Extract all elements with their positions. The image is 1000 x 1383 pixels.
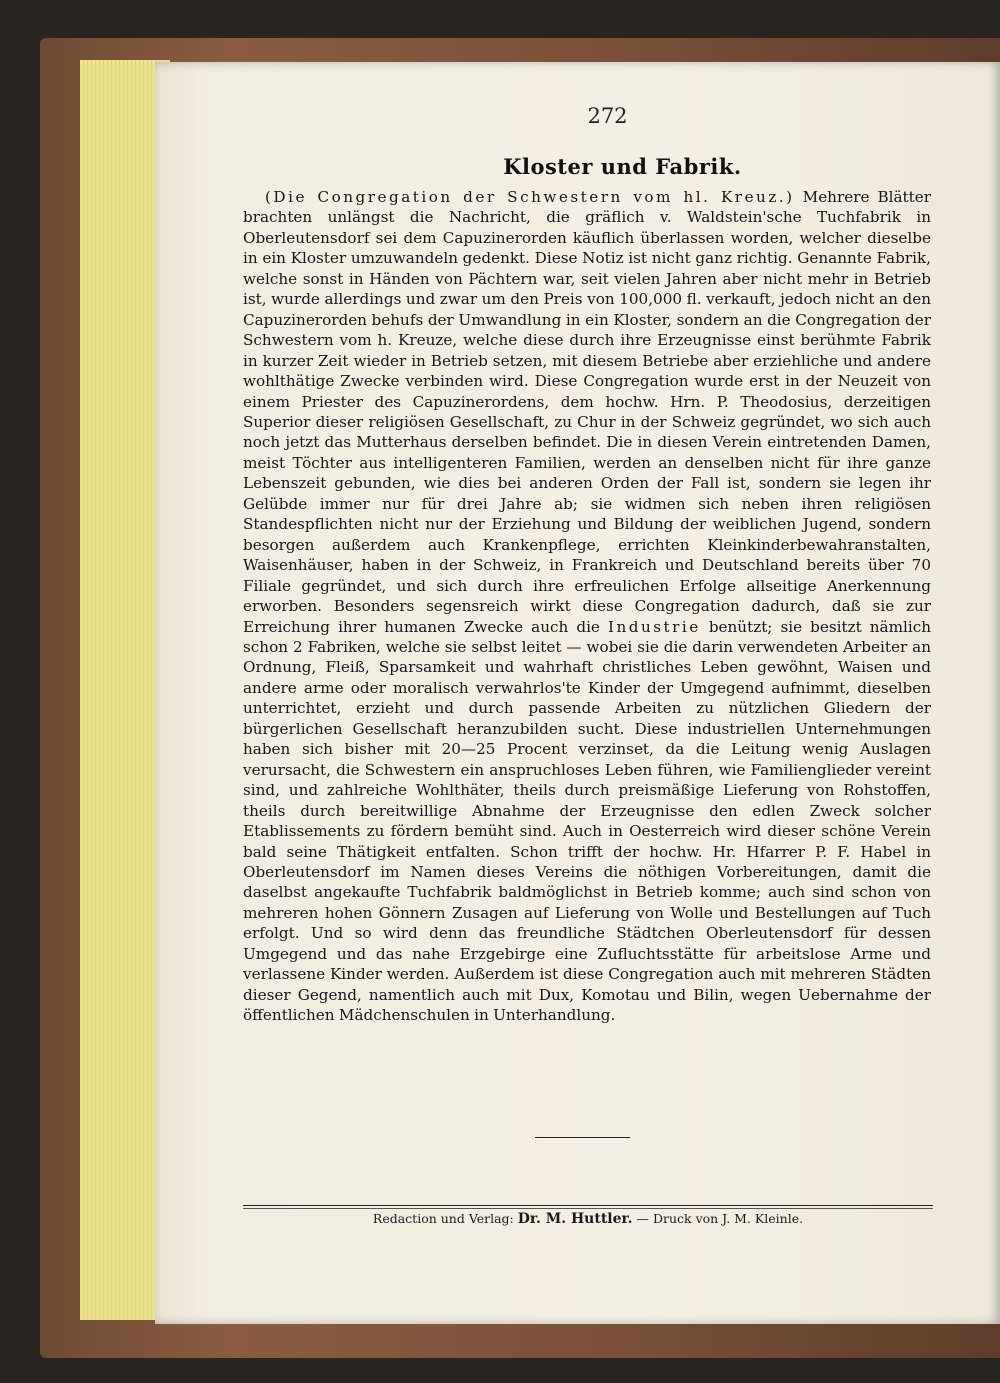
article-paragraph [243,187,931,1026]
imprint-prefix: Redaction und Verlag: [372,1211,514,1226]
imprint-editor: Dr. M. Huttler. [517,1211,633,1227]
imprint-separator: — [636,1211,649,1226]
article-lead: (Die Congregation der Schwestern vom hl. Kreuz.) [265,188,795,206]
article-body [243,187,931,1026]
imprint-footer [243,1211,933,1227]
page-number: 272 [587,104,628,128]
article-text-part2: benützt; sie besitzt nämlich schon 2 Fabriken, welche sie selbst leitet — wobei sie die darin verwendeten Arbeiter an Ordnung, Fleiß, Sparsamkeit und wahrhaft christliches Leben gewöhnt, Waisen und andere arme oder moralisch verwahrlos'te Kinder der Umgegend aufnimmt, dieselben unterrichtet, erzieht und durch passende Arbeiten zu nützlichen Gliedern der bürgerlichen Gesellschaft heranzubilden sucht. Diese industriellen Unternehmungen haben sich bisher mit 20—25 Procent verzinset, da die Leitung wenig Auslagen verursacht, die Schwestern ein anspruchloses Leben führen, wie Familienglieder vereint sind, und zahlreiche Wohlthäter, theils durch preismäßige Lieferung von Rohstoffen, theils durch bereitwillige Abnahme der Erzeugnisse den edlen Zweck solcher Etablissements zu fördern bemüht sind. Auch in Oesterreich wird dieser schöne Verein bald seine Thätigkeit entfalten. Schon trifft der hochw. Hr. Hfarrer P. F. Habel in Oberleutensdorf im Namen dieses Vereins die nöthigen Vorbereitungen, damit die daselbst angekaufte Tuchfabrik baldmöglichst in Betrieb komme; auch sind schon von mehreren hohen Gönnern Zusagen auf Lieferung von Wolle und Bestellungen auf Tuch erfolgt. Und so wird denn das freundliche Städtchen Oberleutensdorf für dessen Umgegend und das nahe Erzgebirge eine Zufluchtsstätte für arbeitslose Arme und verlassene Kinder werden. Außerdem ist diese Congregation auch mit mehreren Städten dieser Gegend, namentlich auch mit Dux, Komotau und Bilin, wegen Uebernahme der öffentlichen Mädchenschulen in Unterhandlung. [243,617,932,1025]
article-text-part1: Mehrere Blätter brachten unlängst die Nachricht, die gräflich v. Waldstein'sche Tuchfabrik in Oberleutensdorf sei dem Capuzinerorden käuflich überlassen worden, welcher dieselbe in ein Kloster umzuwandeln gedenkt. Diese Notiz ist nicht ganz richtig. Genannte Fabrik, welche sonst in Händen von Pächtern war, seit vielen Jahren aber nicht mehr in Betrieb ist, wurde allerdings und zwar um den Preis von 100,000 fl. verkauft, jedoch nicht an den Capuzinerorden behufs der Umwandlung in ein Kloster, sondern an die Congregation der Schwestern vom h. Kreuze, welche diese durch ihre Erzeugnisse einst berühmte Fabrik in kurzer Zeit wieder in Betrieb setzen, mit diesem Betriebe aber erziehliche und andere wohlthätige Zwecke verbinden wird. Diese Congregation wurde erst in der Neuzeit von einem Priester des Capuzinerordens, dem hochw. Hrn. P. Theodosius, derzeitigen Superior dieser religiösen Gesellschaft, zu Chur in der Schweiz gegründet, wo sich auch noch jetzt das Mutterhaus derselben befindet. Die in diesen Verein eintretenden Damen, meist Töchter aus intelligenteren Familien, werden an denselben nicht für ihre ganze Lebenszeit gebunden, wie dies bei anderen Orden der Fall ist, sondern sie legen ihr Gelübde immer nur für drei Jahre ab; sie widmen sich neben ihren religiösen Standespflichten nicht nur der Erziehung und Bildung der weiblichen Jugend, sondern besorgen außerdem auch Krankenpflege, errichten Kleinkinderbewahranstalten, Waisenhäuser, haben in der Schweiz, in Frankreich und Deutschland bereits über 70 Filiale gegründet, und sich durch ihre erfreulichen Erfolge allseitige Anerkennung erworben. Besonders segensreich wirkt diese Congregation dadurch, daß sie zur Erreichung ihrer humanen Zwecke auch die [243,188,932,636]
article-title: Kloster und Fabrik. [503,154,742,179]
end-rule [535,1137,630,1138]
imprint-printer: Druck von J. M. Kleinle. [652,1211,804,1226]
book-page [155,62,1000,1324]
footer-rule-secondary [243,1208,933,1209]
article-emphasis-industrie: Industrie [607,617,701,636]
footer-rule [243,1205,933,1206]
